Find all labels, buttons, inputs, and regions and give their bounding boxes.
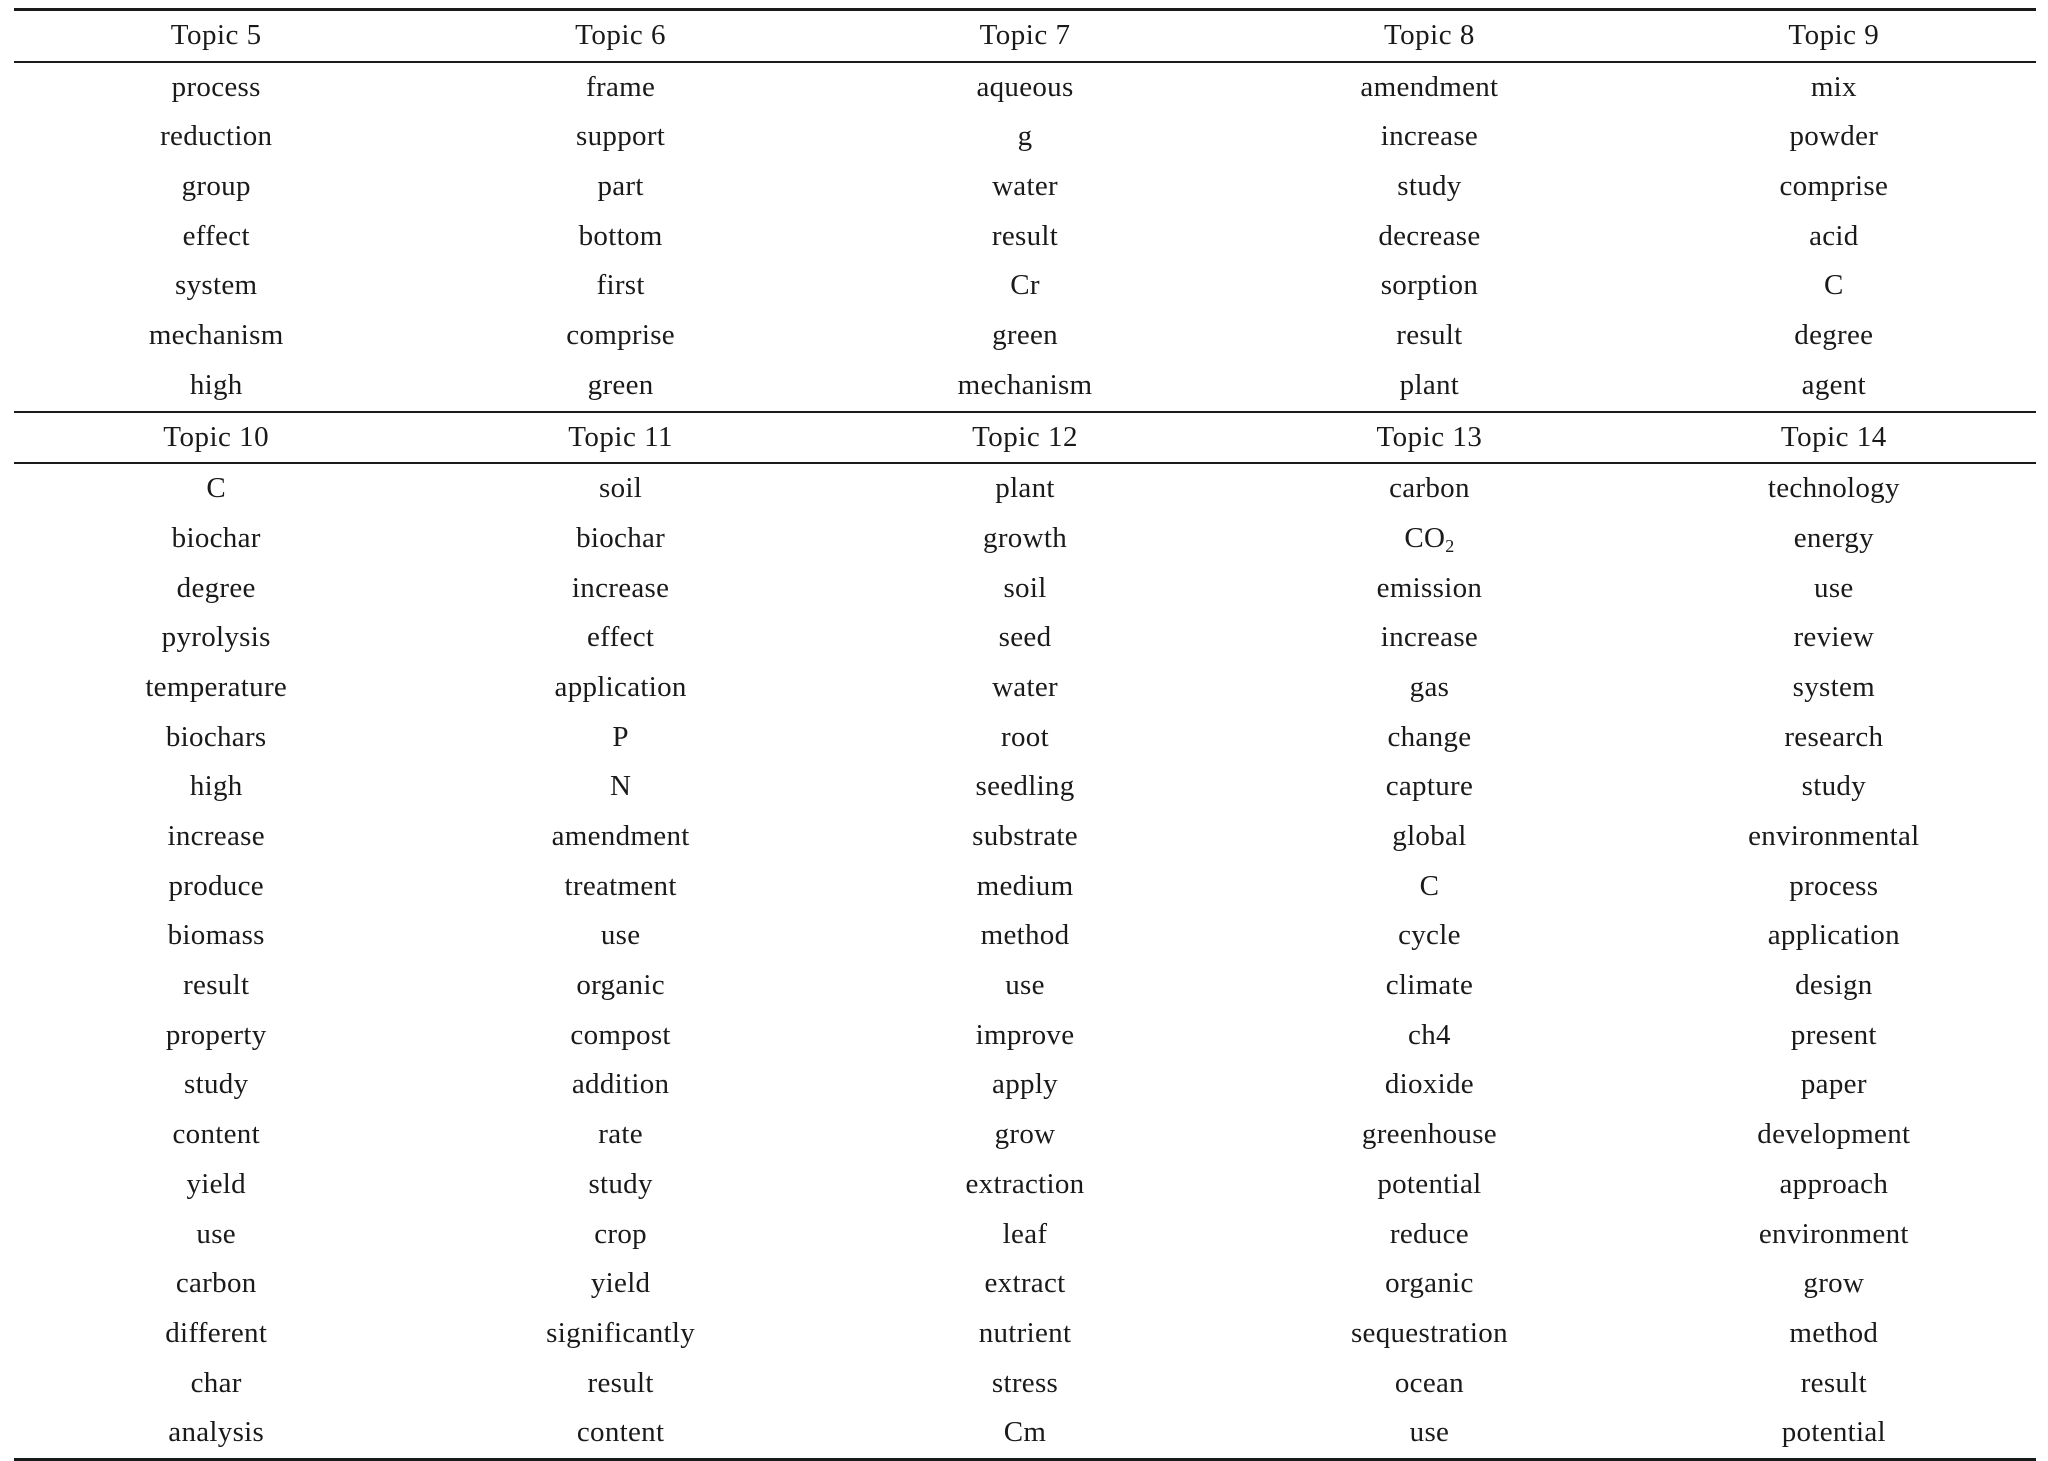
- table-row: [14, 713, 2036, 763]
- table-cell: green: [992, 319, 1058, 352]
- table-cell: degree: [176, 571, 256, 604]
- table-row: [14, 1359, 2036, 1409]
- table-cell: analysis: [168, 1416, 265, 1449]
- table-cell: result: [991, 219, 1059, 252]
- table-row: [14, 112, 2036, 162]
- table-cell: comprise: [1779, 170, 1889, 203]
- table-cell: stress: [991, 1366, 1059, 1399]
- table-cell: increase: [167, 820, 265, 852]
- table-cell: use: [1409, 1416, 1450, 1449]
- table-cell: use: [600, 919, 641, 952]
- table-cell: use: [1005, 969, 1045, 1002]
- table-cell: char: [190, 1366, 242, 1399]
- table-cell: system: [1792, 670, 1875, 703]
- table-cell: C: [1419, 869, 1440, 902]
- table-row: [14, 311, 2036, 361]
- column-header: Topic 8: [1383, 19, 1475, 51]
- table-cell: study: [588, 1167, 653, 1200]
- column-header: Topic 10: [163, 420, 270, 453]
- column-header: Topic 7: [979, 19, 1071, 51]
- table-cell: yield: [186, 1167, 246, 1200]
- table-cell: change: [1387, 720, 1472, 753]
- table-cell: research: [1784, 720, 1884, 753]
- table-row: [14, 1110, 2036, 1160]
- table-cell: soil: [599, 472, 643, 505]
- table-cell: system: [175, 269, 258, 302]
- table-cell: yield: [590, 1267, 651, 1300]
- table-cell: climate: [1385, 969, 1474, 1002]
- table-cell: P: [612, 720, 629, 753]
- table-cell: comprise: [566, 319, 675, 352]
- table-cell: acid: [1809, 219, 1859, 252]
- table-cell: pyrolysis: [161, 621, 271, 654]
- table-cell: amendment: [1360, 70, 1499, 103]
- table-cell: mix: [1810, 70, 1857, 103]
- table-cell: part: [597, 170, 644, 203]
- table-cell: growth: [983, 521, 1067, 554]
- table-cell: cycle: [1398, 919, 1461, 952]
- table-row: [14, 1011, 2036, 1061]
- table-cell: C: [206, 472, 227, 505]
- table-cell: plant: [995, 472, 1055, 505]
- table-cell: paper: [1800, 1068, 1867, 1101]
- table-cell: emission: [1376, 571, 1483, 604]
- table-cell: capture: [1385, 770, 1474, 803]
- table-cell: global: [1392, 820, 1467, 852]
- table-cell: compost: [570, 1018, 671, 1051]
- table-cell: property: [165, 1018, 267, 1051]
- table-cell: organic: [576, 969, 665, 1002]
- body-block1: [14, 63, 2036, 411]
- bottom-rule: [14, 1458, 2036, 1461]
- table-row: [14, 464, 2036, 514]
- table-cell: different: [165, 1316, 268, 1349]
- table-cell: support: [576, 120, 666, 153]
- table-cell: ocean: [1394, 1366, 1464, 1399]
- table-row: [14, 1060, 2036, 1110]
- table-cell: carbon: [1389, 472, 1470, 505]
- table-cell: first: [596, 269, 645, 302]
- table-row: [14, 1259, 2036, 1309]
- header-row-block1: [14, 11, 2036, 61]
- table-cell: use: [196, 1217, 236, 1250]
- table-row: [14, 162, 2036, 212]
- table-row: [14, 1309, 2036, 1359]
- table-row: [14, 361, 2036, 411]
- table-row: [14, 564, 2036, 614]
- table-row: [14, 812, 2036, 862]
- table-cell: medium: [976, 869, 1074, 902]
- table-cell: energy: [1793, 521, 1874, 554]
- table-cell: Cr: [1010, 269, 1040, 302]
- header-row-block2: [14, 413, 2036, 463]
- table-cell: mechanism: [957, 368, 1093, 401]
- table-row: [14, 961, 2036, 1011]
- table-cell: aqueous: [976, 70, 1074, 103]
- table-cell: apply: [992, 1068, 1058, 1101]
- table-cell: produce: [168, 869, 264, 902]
- table-cell: significantly: [546, 1316, 696, 1349]
- body-block2: [14, 464, 2036, 1458]
- table-cell: study: [1801, 770, 1866, 803]
- table-cell: design: [1795, 969, 1873, 1002]
- table-cell: nutrient: [978, 1316, 1072, 1349]
- table-cell: powder: [1789, 120, 1879, 153]
- table-cell: rate: [598, 1118, 643, 1151]
- table-cell: process: [1789, 869, 1879, 902]
- table-row: [14, 212, 2036, 262]
- table-cell: biochar: [171, 521, 261, 554]
- table-cell: bottom: [578, 219, 663, 252]
- table-cell: C: [1824, 269, 1844, 302]
- table-cell: g: [1017, 120, 1033, 153]
- table-cell: ch4: [1408, 1018, 1451, 1051]
- table-cell: biochars: [165, 720, 267, 753]
- table-cell: high: [189, 770, 243, 803]
- table-row: [14, 261, 2036, 311]
- table-row: [14, 613, 2036, 663]
- table-cell: result: [1396, 319, 1463, 352]
- table-cell: grow: [994, 1118, 1056, 1151]
- table-cell: development: [1757, 1118, 1911, 1151]
- table-cell: reduction: [160, 120, 273, 153]
- table-cell: organic: [1385, 1267, 1474, 1300]
- table-cell: degree: [1794, 319, 1874, 352]
- table-cell: seed: [998, 621, 1052, 654]
- column-header: Topic 14: [1780, 420, 1887, 453]
- table-cell: extraction: [965, 1167, 1085, 1200]
- table-cell: use: [1814, 571, 1854, 604]
- table-row: [14, 911, 2036, 961]
- table-cell: application: [554, 670, 687, 703]
- table-cell: increase: [1380, 621, 1479, 654]
- table-cell: improve: [975, 1018, 1075, 1051]
- table-cell: mechanism: [148, 319, 284, 352]
- table-cell: application: [1767, 919, 1900, 952]
- table-cell: sorption: [1380, 269, 1479, 302]
- column-header: Topic 12: [972, 420, 1078, 453]
- table-row: [14, 514, 2036, 564]
- table-cell: high: [189, 368, 243, 401]
- column-header: Topic 5: [170, 19, 262, 51]
- table-cell: content: [172, 1118, 260, 1151]
- table-cell: increase: [571, 571, 670, 604]
- table-cell: result: [587, 1366, 654, 1399]
- table-row: [14, 762, 2036, 812]
- table-cell: frame: [586, 70, 656, 103]
- table-cell: dioxide: [1384, 1068, 1474, 1101]
- table-cell: water: [992, 670, 1058, 703]
- table-cell: temperature: [145, 670, 288, 703]
- column-header: Topic 6: [575, 19, 667, 51]
- table-cell: potential: [1781, 1416, 1886, 1449]
- table-cell: addition: [571, 1068, 670, 1101]
- table-cell: study: [184, 1068, 249, 1101]
- table-cell: seedling: [975, 770, 1075, 803]
- table-cell: biochar: [576, 521, 666, 554]
- column-header: Topic 9: [1788, 19, 1880, 51]
- table-cell: potential: [1377, 1167, 1482, 1200]
- table-cell: greenhouse: [1361, 1118, 1497, 1151]
- table-cell: soil: [1003, 571, 1047, 604]
- table-cell: leaf: [1002, 1217, 1048, 1250]
- table-cell: environmental: [1748, 820, 1920, 852]
- table-cell: grow: [1803, 1267, 1865, 1300]
- table-cell: N: [609, 770, 632, 803]
- table-row: [14, 1160, 2036, 1210]
- table-cell: group: [181, 170, 251, 203]
- table-cell: agent: [1801, 368, 1866, 401]
- table-cell: review: [1793, 621, 1875, 654]
- table-cell: extract: [984, 1267, 1066, 1300]
- table-cell: water: [992, 170, 1058, 203]
- table-cell: carbon: [175, 1267, 257, 1300]
- table-row: [14, 1210, 2036, 1260]
- table-row: [14, 1408, 2036, 1458]
- topic-table: [14, 8, 2036, 1461]
- table-cell: approach: [1779, 1167, 1889, 1200]
- table-cell: $CO_2$: [1404, 521, 1455, 556]
- table-row: [14, 862, 2036, 912]
- table-cell: sequestration: [1350, 1316, 1508, 1349]
- table-cell: result: [183, 969, 250, 1002]
- column-header: Topic 13: [1376, 420, 1483, 453]
- table-cell: present: [1790, 1018, 1877, 1051]
- table-cell: effect: [586, 621, 655, 654]
- table-cell: green: [587, 368, 654, 401]
- table-cell: content: [576, 1416, 665, 1449]
- table-cell: substrate: [972, 820, 1078, 852]
- table-cell: plant: [1399, 368, 1460, 401]
- table-cell: amendment: [551, 820, 690, 852]
- table-cell: environment: [1758, 1217, 1909, 1250]
- table-cell: root: [1001, 720, 1049, 753]
- table-cell: technology: [1767, 472, 1900, 505]
- table-cell: method: [1789, 1316, 1879, 1349]
- table-cell: decrease: [1378, 219, 1481, 252]
- table-cell: treatment: [564, 869, 677, 902]
- table-cell: reduce: [1389, 1217, 1469, 1250]
- table-cell: method: [980, 919, 1070, 952]
- table-cell: result: [1800, 1366, 1867, 1399]
- table-cell: Cm: [1003, 1416, 1047, 1449]
- table-cell: biomass: [167, 919, 265, 952]
- table-cell: process: [171, 70, 261, 103]
- table-row: [14, 663, 2036, 713]
- table-cell: effect: [182, 219, 250, 252]
- table-cell: increase: [1380, 120, 1479, 153]
- table-cell: study: [1397, 170, 1462, 203]
- column-header: Topic 11: [568, 420, 673, 453]
- table-cell: gas: [1409, 670, 1450, 703]
- table-row: [14, 63, 2036, 113]
- table-cell: crop: [594, 1217, 647, 1250]
